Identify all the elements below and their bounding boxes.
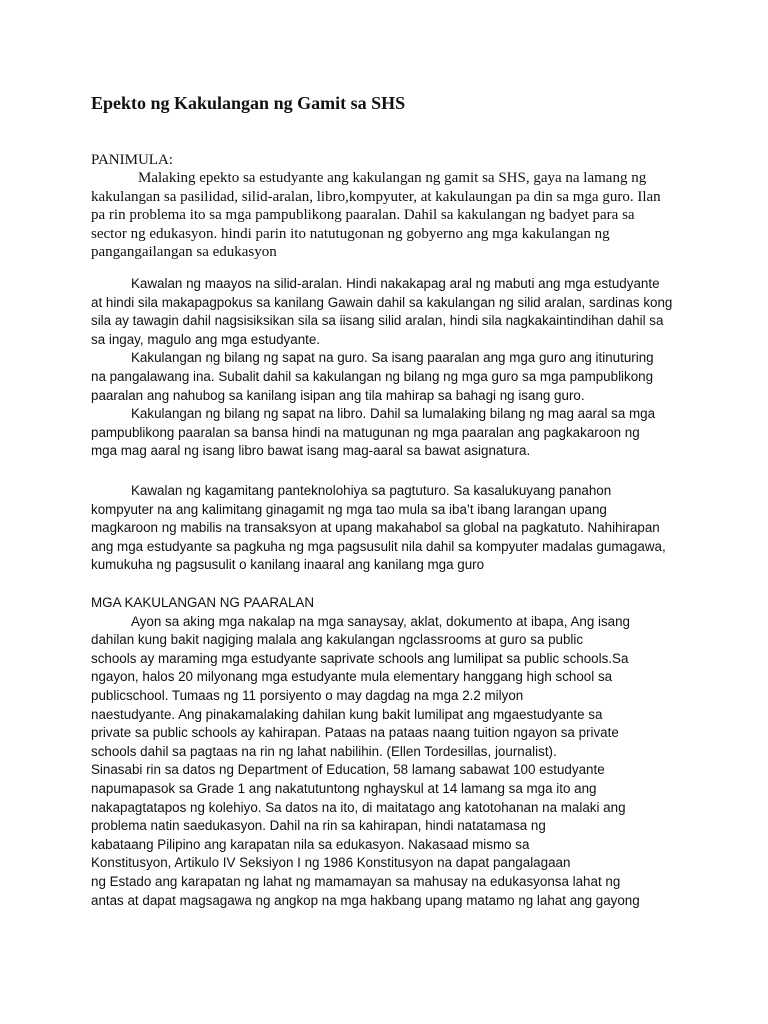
paragraph-line: dahilan kung bakit nagiging malala ang kakulangan ngclassrooms at guro sa public bbox=[91, 632, 584, 648]
paragraph-line: sila ay tawagin dahil nagsisiksikan sila sa iisang silid aralan, hindi sila nagkakaintindihan dahil sa bbox=[91, 313, 664, 329]
paragraph-line: magkaroon ng mabilis na transaksyon at upang makahabol sa global na pagkatuto. Nahihirapan bbox=[91, 520, 660, 536]
paragraph-line: mga mag aaral ng isang libro bawat isang mag-aaral sa bawat asignatura. bbox=[91, 443, 531, 459]
paragraph-line: Kakulangan ng bilang ng sapat na libro. Dahil sa lumalaking bilang ng mag aaral sa mga bbox=[131, 406, 656, 422]
paragraph-line: paaralan ang nahubog sa kanilang isipan ang tila mahirap sa bahagi ng isang guro. bbox=[91, 387, 585, 403]
paragraph-line: schools ay maraming mga estudyante saprivate schools ang lumilipat sa public schools.Sa bbox=[91, 650, 629, 666]
paragraph-line: pa rin problema ito sa mga pampublikong paaralan. Dahil sa kakulangan ng badyet para sa bbox=[91, 207, 635, 224]
paragraph-line: kompyuter na ang kalimitang ginagamit ng mga tao mula sa iba’t ibang larangan upang bbox=[91, 501, 607, 517]
paragraph-line: publicschool. Tumaas ng 11 porsiyento o may dagdag na mga 2.2 milyon bbox=[91, 687, 524, 703]
paragraph-line: problema natin saedukasyon. Dahil na rin sa kahirapan, hindi natatamasa ng bbox=[91, 818, 546, 834]
paragraph-line: kakulangan sa pasilidad, silid-aralan, libro,kompyuter, at kakulaungan pa din sa mga guro. Ilan bbox=[91, 188, 661, 205]
paragraph-line: ngayon, halos 20 milyonang mga estudyante mula elementary hanggang high school sa bbox=[91, 669, 613, 685]
paragraph-line: Kawalan ng kagamitang panteknolohiya sa pagtuturo. Sa kasalukuyang panahon bbox=[131, 483, 612, 498]
panimula-heading: PANIMULA: bbox=[91, 152, 173, 168]
paragraph-line: Sinasabi rin sa datos ng Department of Education, 58 lamang sabawat 100 estudyante bbox=[91, 762, 605, 778]
paragraph-line: kumukuha ng pagsusulit o kanilang inaaral ang kanilang mga guro bbox=[91, 557, 485, 573]
paragraph-line: ng Estado ang karapatan ng lahat ng mamamayan sa mahusay na edukasyonsa lahat ng bbox=[91, 873, 621, 889]
paragraph-line: Malaking epekto sa estudyante ang kakulangan ng gamit sa SHS, gaya na lamang ng bbox=[138, 170, 647, 187]
paragraph-line: private sa public schools ay kahirapan. Pataas na pataas naang tuition ngayon sa private bbox=[91, 725, 619, 741]
paragraph-line: naestudyante. Ang pinakamalaking dahilan kung bakit lumilipat ang mgaestudyante sa bbox=[91, 706, 603, 722]
section-teknolohiya bbox=[91, 482, 731, 575]
section-heading: MGA KAKULANGAN NG PAARALAN bbox=[91, 595, 314, 610]
paragraph-line: sa ingay, magulo ang mga estudyante. bbox=[91, 331, 321, 347]
section-kakulangan bbox=[91, 275, 731, 461]
section-panimula bbox=[91, 151, 731, 261]
paragraph-line: Kakulangan ng bilang ng sapat na guro. Sa isang paaralan ang mga guro ang itinuturing bbox=[131, 350, 654, 366]
paragraph-line: na pangalawang ina. Subalit dahil sa kakulangan ng bilang ng mga guro sa mga pampublikong bbox=[91, 368, 654, 384]
paragraph-line: nakapagtatapos ng kolehiyo. Sa datos na ito, di maitatago ang katotohanan na malaki ang bbox=[91, 799, 626, 815]
paragraph-line: Konstitusyon, Artikulo IV Seksiyon I ng 1986 Konstitusyon na dapat pangalagaan bbox=[91, 855, 571, 871]
paragraph-line: pangangailangan sa edukasyon bbox=[91, 244, 277, 261]
paragraph-line: schools dahil sa pagtaas na rin ng lahat nabilihin. (Ellen Tordesillas, journalist). bbox=[91, 743, 557, 759]
paragraph-line: ang mga estudyante sa pagkuha ng mga pagsusulit nila dahil sa kompyuter madalas gumagawa, bbox=[91, 538, 666, 554]
paragraph-line: sector ng edukasyon. hindi parin ito natutugonan ng gobyerno ang mga kakulangan ng bbox=[91, 225, 610, 242]
paragraph-line: napumapasok sa Grade 1 ang nakatutuntong nghayskul at 14 lamang sa mga ito ang bbox=[91, 780, 597, 796]
paragraph-line: pampublikong paaralan sa bansa hindi na matugunan ng mga paaralan ang pagkakaroon ng bbox=[91, 424, 640, 440]
paragraph-line: kabataang Pilipino ang karapatan nila sa edukasyon. Nakasaad mismo sa bbox=[91, 836, 530, 852]
document-title: Epekto ng Kakulangan ng Gamit sa SHS bbox=[91, 93, 406, 113]
paragraph-line: at hindi sila makapagpokus sa kanilang Gawain dahil sa kakulangan ng silid aralan, sardinas kong bbox=[91, 294, 673, 310]
section-mga-kakulangan bbox=[91, 594, 731, 910]
paragraph-line: Kawalan ng maayos na silid-aralan. Hindi nakakapag aral ng mabuti ang mga estudyante bbox=[131, 276, 660, 291]
paragraph-line: antas at dapat magsagawa ng angkop na mga hakbang upang matamo ng lahat ang gayong bbox=[91, 892, 640, 908]
paragraph-line: Ayon sa aking mga nakalap na mga sanaysay, aklat, dokumento at ibapa, Ang isang bbox=[131, 613, 631, 629]
